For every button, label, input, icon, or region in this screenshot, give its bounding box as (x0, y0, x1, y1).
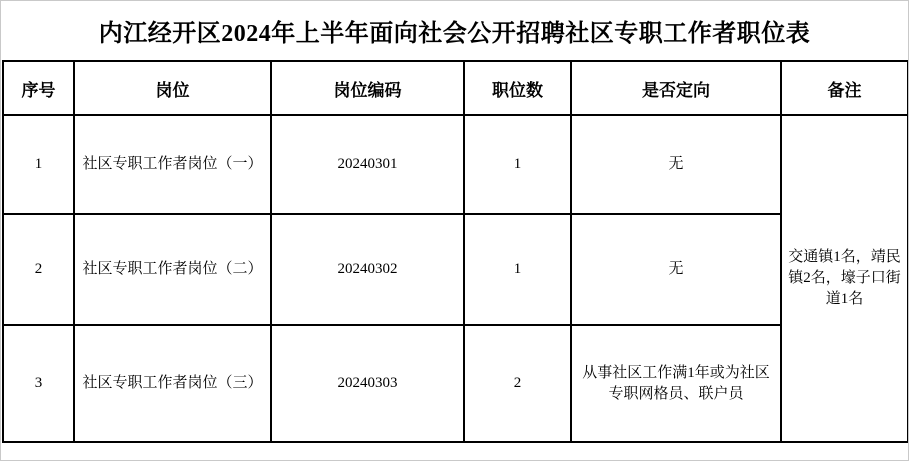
table-row (3, 214, 908, 325)
cell-targeted: 无 (571, 214, 781, 325)
cell-targeted: 从事社区工作满1年或为社区专职网格员、联户员 (571, 325, 781, 442)
cell-position-code: 20240302 (271, 214, 464, 325)
cell-serial-number: 1 (3, 115, 74, 214)
remark-cell: 交通镇1名，靖民镇2名，壕子口街道1名 (781, 115, 908, 442)
header-position-count: 职位数 (464, 61, 571, 115)
header-position: 岗位 (74, 61, 271, 115)
table-row (3, 115, 908, 214)
cell-position-count: 1 (464, 115, 571, 214)
cell-serial-number: 2 (3, 214, 74, 325)
cell-position: 社区专职工作者岗位（二） (74, 214, 271, 325)
header-position-code: 岗位编码 (271, 61, 464, 115)
cell-position-code: 20240303 (271, 325, 464, 442)
header-row (3, 61, 908, 115)
header-targeted: 是否定向 (571, 61, 781, 115)
cell-position-count: 1 (464, 214, 571, 325)
positions-table (2, 60, 909, 443)
page-title: 内江经开区2024年上半年面向社会公开招聘社区专职工作者职位表 (98, 21, 811, 47)
header-serial-number: 序号 (3, 61, 74, 115)
table-row (3, 325, 908, 442)
header-remark: 备注 (781, 61, 908, 115)
cell-position-code: 20240301 (271, 115, 464, 214)
cell-serial-number: 3 (3, 325, 74, 442)
cell-targeted: 无 (571, 115, 781, 214)
cell-position: 社区专职工作者岗位（三） (74, 325, 271, 442)
cell-position: 社区专职工作者岗位（一） (74, 115, 271, 214)
cell-position-count: 2 (464, 325, 571, 442)
